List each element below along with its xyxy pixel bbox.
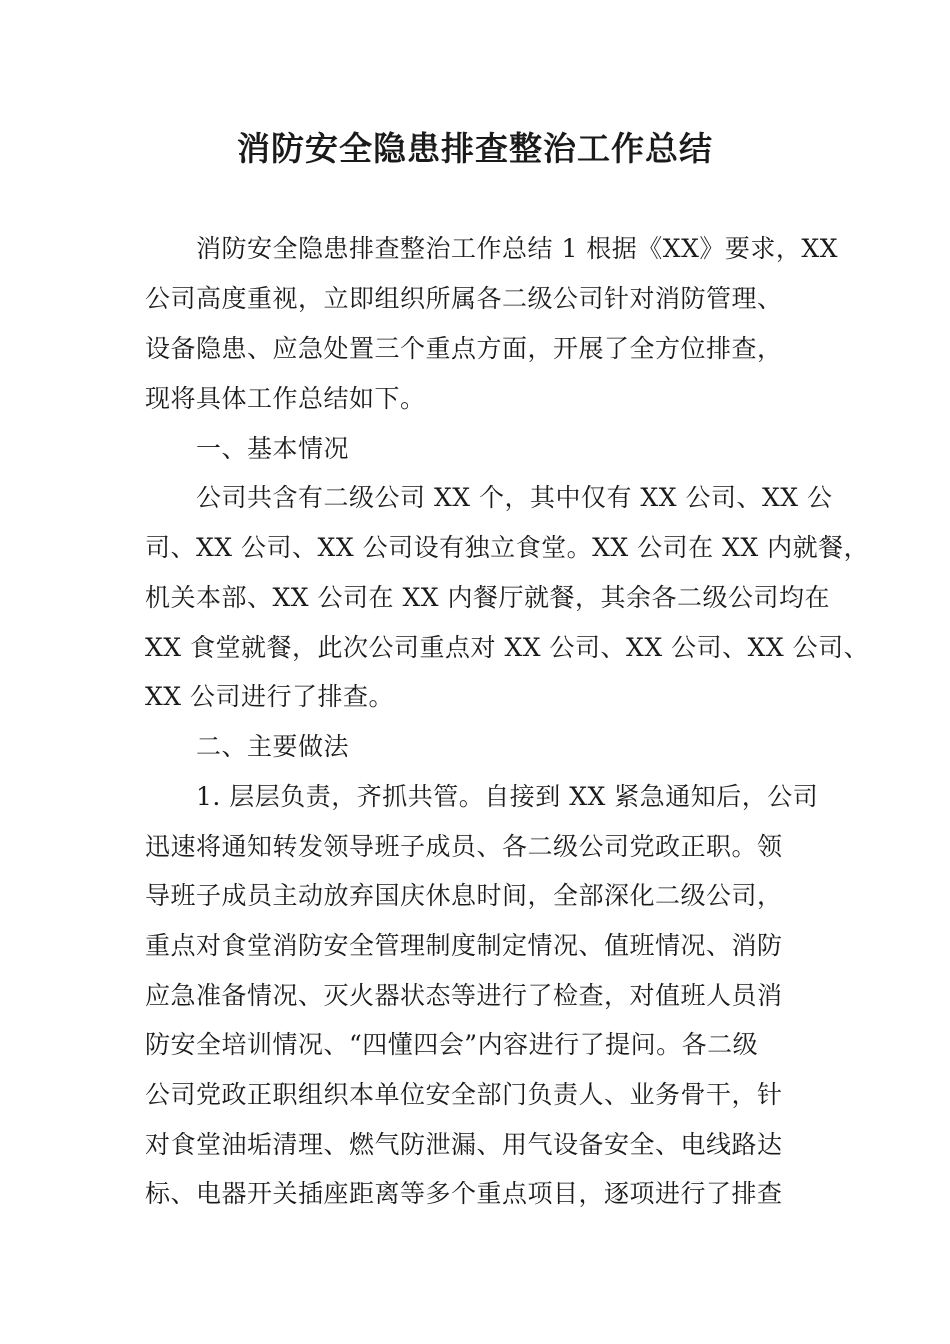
paragraph-line: 设备隐患、应急处置三个重点方面，开展了全方位排查， — [145, 334, 783, 363]
paragraph-line: 导班子成员主动放弃国庆休息时间，全部深化二级公司， — [145, 881, 783, 910]
paragraph-line: 对食堂油垢清理、燃气防泄漏、用气设备安全、电线路达 — [145, 1130, 783, 1159]
paragraph-line: XX 食堂就餐，此次公司重点对 XX 公司、XX 公司、XX 公司、 — [145, 633, 870, 662]
paragraph-line: 标、电器开关插座距离等多个重点项目，逐项进行了排查 — [145, 1179, 783, 1208]
paragraph-line: 重点对食堂消防安全管理制度制定情况、值班情况、消防 — [145, 931, 783, 960]
paragraph-line: 司、XX 公司、XX 公司设有独立食堂。XX 公司在 XX 内就餐， — [145, 533, 870, 562]
paragraph-line: 公司共含有二级公司 XX 个，其中仅有 XX 公司、XX 公 — [196, 483, 833, 512]
paragraph-line: 1. 层层负责，齐抓共管。自接到 XX 紧急通知后，公司 — [196, 782, 819, 811]
paragraph-line: 应急准备情况、灭火器状态等进行了检查，对值班人员消 — [145, 981, 783, 1010]
paragraph-line: 现将具体工作总结如下。 — [145, 384, 426, 413]
paragraph-line: 防安全培训情况、“四懂四会”内容进行了提问。各二级 — [145, 1030, 759, 1059]
paragraph-line: 迅速将通知转发领导班子成员、各二级公司党政正职。领 — [145, 832, 783, 861]
section-heading: 二、主要做法 — [196, 732, 350, 761]
paragraph-line: 公司高度重视，立即组织所属各二级公司针对消防管理、 — [145, 284, 783, 313]
section-heading: 一、基本情况 — [196, 434, 350, 463]
paragraph-line: 消防安全隐患排查整治工作总结 1 根据《XX》要求，XX — [196, 234, 838, 263]
document-title: 消防安全隐患排查整治工作总结 — [237, 129, 713, 168]
paragraph-line: 机关本部、XX 公司在 XX 内餐厅就餐，其余各二级公司均在 — [145, 583, 831, 612]
paragraph-line: 公司党政正职组织本单位安全部门负责人、业务骨干，针 — [145, 1080, 783, 1109]
paragraph-line: XX 公司进行了排查。 — [145, 682, 395, 711]
